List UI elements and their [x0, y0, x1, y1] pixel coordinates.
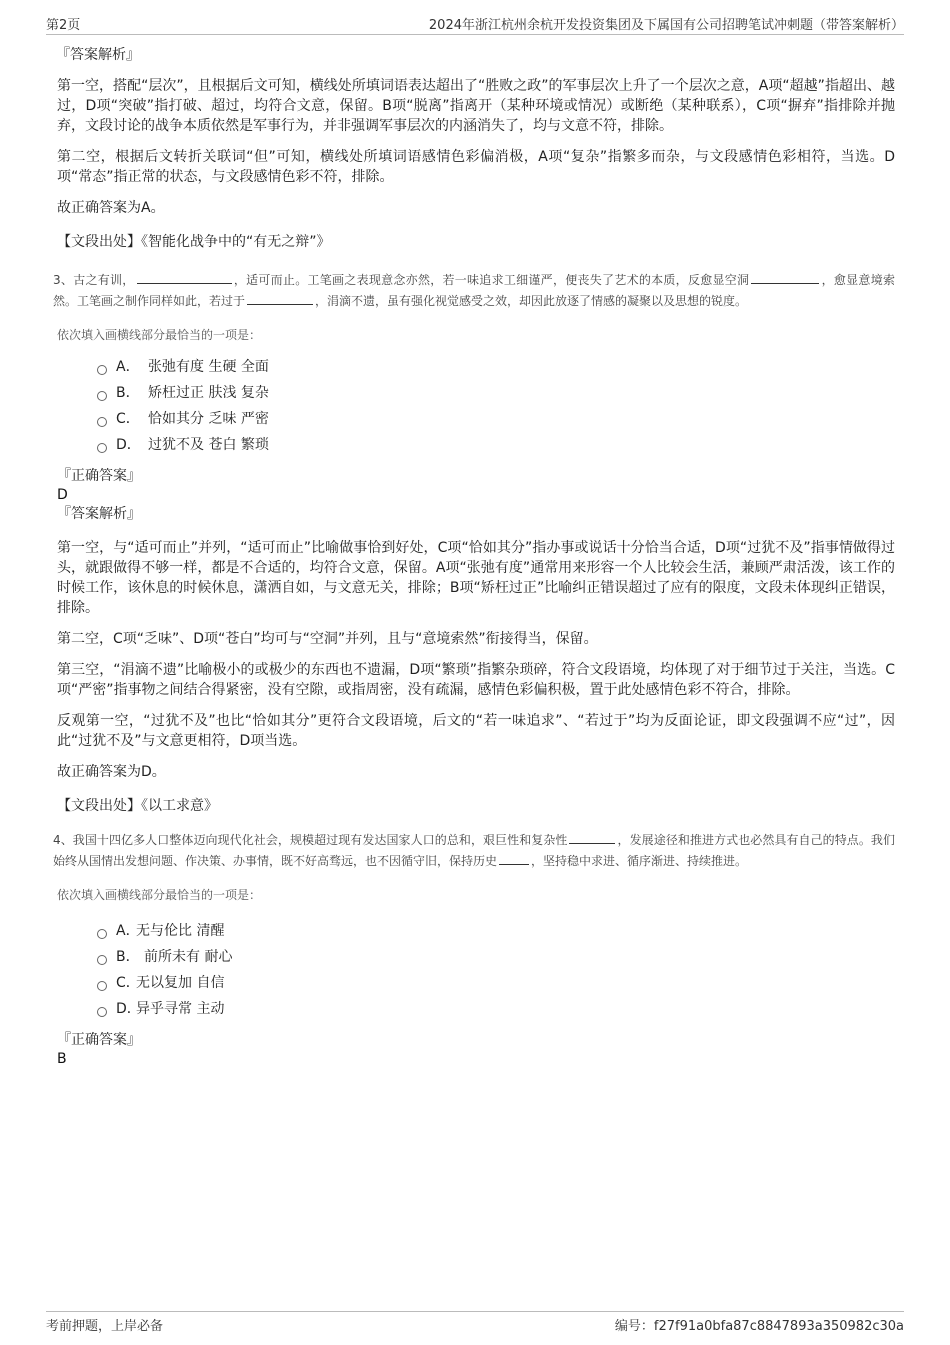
source-citation: 【文段出处】《智能化战争中的“有无之辩”》 [57, 234, 331, 250]
analysis-paragraph: 第一空，与“适可而止”并列，“适可而止”比喻做事恰到好处，C项“恰如其分”指办事或说话十分恰当合适，D项“过犹不及”指事情做得过头，就跟做得不够一样，都是不合适的，均符合文意，保留。A项“张弛有度”通常用来形容一个人比较会生活，兼顾严肃活泼，该工作的时候工作，该休息的时候休息，潇洒自如，与文意无关，排除；B项“矫枉过正”比喻纠正错误超过了应有的限度，文段未体现纠正错误，排除。 [57, 540, 895, 616]
radio-button[interactable] [97, 929, 107, 939]
question-prompt: 依次填入画横线部分最恰当的一项是： [57, 888, 262, 902]
page-content [53, 45, 895, 1068]
correct-answer-label: 『正确答案』 [57, 468, 141, 484]
option-b[interactable]: B． 前所未有 耐心 [97, 944, 895, 970]
analysis-label: 『答案解析』 [56, 47, 140, 63]
question-prompt: 依次填入画横线部分最恰当的一项是： [57, 328, 262, 342]
radio-button[interactable] [97, 417, 107, 427]
footer-slogan: 考前押题，上岸必备 [46, 1319, 164, 1334]
analysis-label: 『答案解析』 [57, 506, 141, 522]
analysis-paragraph: 第三空，“涓滴不遗”比喻极小的或极少的东西也不遗漏，D项“繁琐”指繁杂琐碎，符合文段语境，均体现了对于细节过于关注，当选。C项“严密”指事物之间结合得紧密，没有空隙，或指周密，没有疏漏，感情色彩偏积极，置于此处感情色彩不符合，排除。 [57, 662, 895, 698]
blank [499, 852, 529, 865]
page-footer [46, 1311, 904, 1334]
correct-answer: B [57, 1051, 67, 1067]
analysis-paragraph: 第二空，根据后文转折关联词“但”可知，横线处所填词语感情色彩偏消极，A项“复杂”指繁多而杂，与文段感情色彩相符，当选。D项“常态”指正常的状态，与文段感情色彩不符，排除。 [57, 149, 895, 185]
option-d[interactable]: D． 异乎寻常 主动 [97, 996, 895, 1022]
question-4-options [57, 918, 895, 1022]
analysis-paragraph: 第二空，C项“乏味”、D项“苍白”均可与“空洞”并列，且与“意境索然”衔接得当，保留。 [57, 631, 598, 647]
analysis-paragraph: 第一空，搭配“层次”，且根据后文可知，横线处所填词语表达超出了“胜败之政”的军事层次上升了一个层次之意，A项“超越”指超出、越过，D项“突破”指打破、超过，均符合文意，保留。B项“脱离”指离开（某种环境或情况）或断绝（某种联系），C项“摒弃”指排除并抛弃，文段讨论的战争本质依然是军事行为，并非强调军事层次的内涵消失了，均与文意不符，排除。 [57, 78, 895, 134]
radio-button[interactable] [97, 1007, 107, 1017]
page-number: 第2页 [46, 18, 81, 33]
blank [751, 271, 819, 284]
page-header [46, 12, 904, 35]
option-b[interactable]: B． 矫枉过正 肤浅 复杂 [97, 380, 895, 406]
radio-button[interactable] [97, 955, 107, 965]
question-3-options [57, 354, 895, 458]
option-c[interactable]: C． 无以复加 自信 [97, 970, 895, 996]
question-number: 4、 [53, 833, 73, 847]
analysis-conclusion: 故正确答案为A。 [57, 200, 165, 216]
radio-button[interactable] [97, 365, 107, 375]
question-4-stem: 4、我国十四亿多人口整体迈向现代化社会，规模超过现有发达国家人口的总和，艰巨性和复杂性 ，发展途径和推进方式也必然具有自己的特点。我们始终从国情出发想问题、作决策、办事情，既不好高骛远，也不因循守旧，保持历史 ，坚持稳中求进、循序渐进、持续推进。 [53, 833, 895, 868]
source-citation: 【文段出处】《以工求意》 [57, 798, 218, 814]
analysis-paragraph: 反观第一空，“过犹不及”也比“恰如其分”更符合文段语境，后文的“若一味追求”、“若过于”均为反面论证，即文段强调不应“过”，因此“过犹不及”与文意更相符，D项当选。 [57, 713, 895, 749]
blank [569, 831, 615, 844]
option-d[interactable]: D． 过犹不及 苍白 繁琐 [97, 432, 895, 458]
blank [137, 271, 232, 284]
document-id: 编号：f27f91a0bfa87c8847893a350982c30a [614, 1319, 904, 1334]
question-3-stem: 3、古之有训， ，适可而止。工笔画之表现意念亦然，若一味追求工细谨严，便丧失了艺术的本质，反愈显空洞 ，愈显意境索然。工笔画之制作同样如此，若过于 ，涓滴不遗，虽有强化视觉感受之效，却因此放逐了情感的凝聚以及思想的锐度。 [53, 273, 895, 308]
radio-button[interactable] [97, 981, 107, 991]
analysis-conclusion: 故正确答案为D。 [57, 764, 166, 780]
correct-answer-label: 『正确答案』 [57, 1032, 141, 1048]
document-title: 2024年浙江杭州余杭开发投资集团及下属国有公司招聘笔试冲刺题（带答案解析） [428, 18, 904, 33]
correct-answer: D [57, 487, 68, 503]
option-c[interactable]: C． 恰如其分 乏味 严密 [97, 406, 895, 432]
radio-button[interactable] [97, 443, 107, 453]
option-a[interactable]: A． 张弛有度 生硬 全面 [97, 354, 895, 380]
radio-button[interactable] [97, 391, 107, 401]
blank [247, 292, 313, 305]
option-a[interactable]: A． 无与伦比 清醒 [97, 918, 895, 944]
question-number: 3、 [53, 273, 74, 287]
